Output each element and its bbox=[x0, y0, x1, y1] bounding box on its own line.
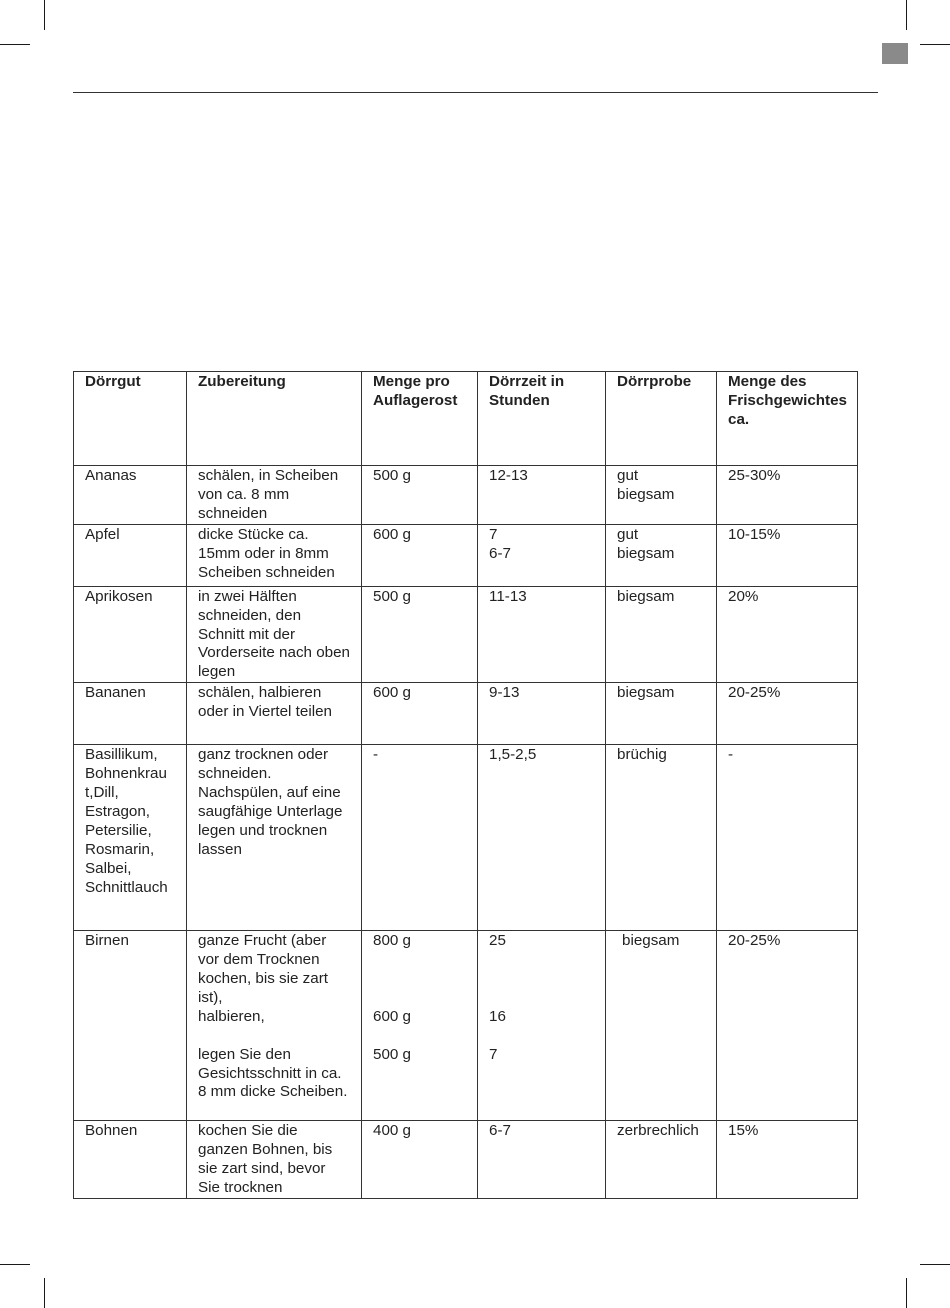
cell-fresh-weight: 20-25% bbox=[717, 931, 858, 1121]
cell-time: 6-7 bbox=[478, 1121, 606, 1199]
cell-item: Bohnen bbox=[74, 1121, 187, 1199]
time-line: 25 bbox=[489, 932, 506, 950]
time-line: 7 bbox=[489, 1045, 498, 1063]
spacer bbox=[489, 970, 595, 989]
table-row bbox=[74, 931, 858, 1121]
cell-prep: in zwei Hälften schneiden, den Schnitt mit der Vorderseite nach oben legen bbox=[187, 586, 362, 683]
cell-time: 9-13 bbox=[478, 683, 606, 745]
spacer bbox=[373, 970, 467, 989]
cell-test: biegsam bbox=[606, 683, 717, 745]
spacer bbox=[198, 1027, 351, 1046]
prep-line: Nachspülen, auf eine saugfähige Unterlage legen und trocknen lassen bbox=[198, 784, 343, 858]
prep-part: legen Sie den Gesichtsschnitt in ca. 8 mm dicke Scheiben. bbox=[198, 1045, 348, 1101]
header-prep: Zubereitung bbox=[187, 372, 362, 466]
crop-mark bbox=[920, 44, 950, 45]
cell-fresh-weight: 10-15% bbox=[717, 524, 858, 586]
amount-line: 800 g bbox=[373, 932, 412, 950]
cell-item bbox=[74, 745, 187, 931]
time-line: 16 bbox=[489, 1007, 506, 1025]
header-time: Dörrzeit in Stunden bbox=[478, 372, 606, 466]
test-value: biegsam bbox=[622, 932, 680, 950]
prep-part: halbieren, bbox=[198, 1007, 265, 1025]
cell-item: Apfel bbox=[74, 524, 187, 586]
time-line: 6-7 bbox=[489, 544, 511, 562]
spacer bbox=[373, 989, 467, 1008]
prep-line: ganz trocknen oder schneiden. bbox=[198, 746, 329, 783]
crop-mark bbox=[44, 1278, 45, 1308]
item-line: Basillikum, bbox=[85, 746, 158, 764]
cell-amount: 400 g bbox=[362, 1121, 478, 1199]
header-fresh-weight: Menge des Frischgewichtes ca. bbox=[717, 372, 858, 466]
cell-test: brüchig bbox=[606, 745, 717, 931]
table-row bbox=[74, 1121, 858, 1199]
cell-prep bbox=[187, 931, 362, 1121]
table-header-row bbox=[74, 372, 858, 466]
item-line: Rosmarin, bbox=[85, 840, 155, 858]
item-line: Salbei, bbox=[85, 859, 132, 877]
cell-test: biegsam bbox=[606, 586, 717, 683]
cell-prep: dicke Stücke ca. 15mm oder in 8mm Scheiben schneiden bbox=[187, 524, 362, 586]
table-row bbox=[74, 524, 858, 586]
header-rule bbox=[73, 92, 878, 93]
spacer bbox=[489, 1027, 595, 1046]
cell-time bbox=[478, 931, 606, 1121]
cell-amount: 600 g bbox=[362, 683, 478, 745]
cell-prep bbox=[187, 745, 362, 931]
cell-time: 11-13 bbox=[478, 586, 606, 683]
cell-test bbox=[606, 931, 717, 1121]
drying-table bbox=[73, 371, 858, 1199]
spacer bbox=[373, 1027, 467, 1046]
cell-prep: schälen, halbieren oder in Viertel teilen bbox=[187, 683, 362, 745]
cell-amount: 600 g bbox=[362, 524, 478, 586]
cell-test: gut biegsam bbox=[606, 524, 717, 586]
crop-mark bbox=[920, 1264, 950, 1265]
cell-test: zerbrechlich bbox=[606, 1121, 717, 1199]
cell-time bbox=[478, 524, 606, 586]
crop-mark bbox=[906, 0, 907, 30]
cell-amount: 500 g bbox=[362, 466, 478, 525]
item-line: t,Dill, bbox=[85, 784, 119, 802]
cell-fresh-weight: 20-25% bbox=[717, 683, 858, 745]
spacer bbox=[373, 951, 467, 970]
crop-mark bbox=[906, 1278, 907, 1308]
item-line: Estragon, bbox=[85, 802, 151, 820]
cell-time: 1,5-2,5 bbox=[478, 745, 606, 931]
item-line: Schnittlauch bbox=[85, 878, 168, 896]
cell-amount: - bbox=[362, 745, 478, 931]
time-line: 7 bbox=[489, 525, 498, 543]
crop-mark bbox=[44, 0, 45, 30]
prep-part: ganze Frucht (aber vor dem Trocknen kochen, bis sie zart ist), bbox=[198, 932, 328, 1006]
amount-line: 500 g bbox=[373, 1045, 412, 1063]
header-test: Dörrprobe bbox=[606, 372, 717, 466]
cell-fresh-weight: 15% bbox=[717, 1121, 858, 1199]
cell-item: Ananas bbox=[74, 466, 187, 525]
cell-fresh-weight: - bbox=[717, 745, 858, 931]
table-row bbox=[74, 683, 858, 745]
item-line: Petersilie, bbox=[85, 821, 152, 839]
header-amount: Menge pro Auflagerost bbox=[362, 372, 478, 466]
item-line: Bohnenkrau bbox=[85, 765, 167, 783]
cell-item: Aprikosen bbox=[74, 586, 187, 683]
cell-amount: 500 g bbox=[362, 586, 478, 683]
table-row bbox=[74, 466, 858, 525]
spacer bbox=[489, 951, 595, 970]
crop-mark bbox=[0, 44, 30, 45]
crop-mark bbox=[0, 1264, 30, 1265]
cell-item: Bananen bbox=[74, 683, 187, 745]
cell-item: Birnen bbox=[74, 931, 187, 1121]
cell-amount bbox=[362, 931, 478, 1121]
spacer bbox=[489, 989, 595, 1008]
cell-prep: kochen Sie die ganzen Bohnen, bis sie zart sind, bevor Sie trocknen bbox=[187, 1121, 362, 1199]
table-row bbox=[74, 745, 858, 931]
cell-fresh-weight: 25-30% bbox=[717, 466, 858, 525]
amount-line: 600 g bbox=[373, 1007, 412, 1025]
cell-test: gut biegsam bbox=[606, 466, 717, 525]
section-tab-marker bbox=[882, 43, 908, 64]
cell-prep: schälen, in Scheiben von ca. 8 mm schneiden bbox=[187, 466, 362, 525]
header-item: Dörrgut bbox=[74, 372, 187, 466]
cell-fresh-weight: 20% bbox=[717, 586, 858, 683]
cell-time: 12-13 bbox=[478, 466, 606, 525]
table-row bbox=[74, 586, 858, 683]
